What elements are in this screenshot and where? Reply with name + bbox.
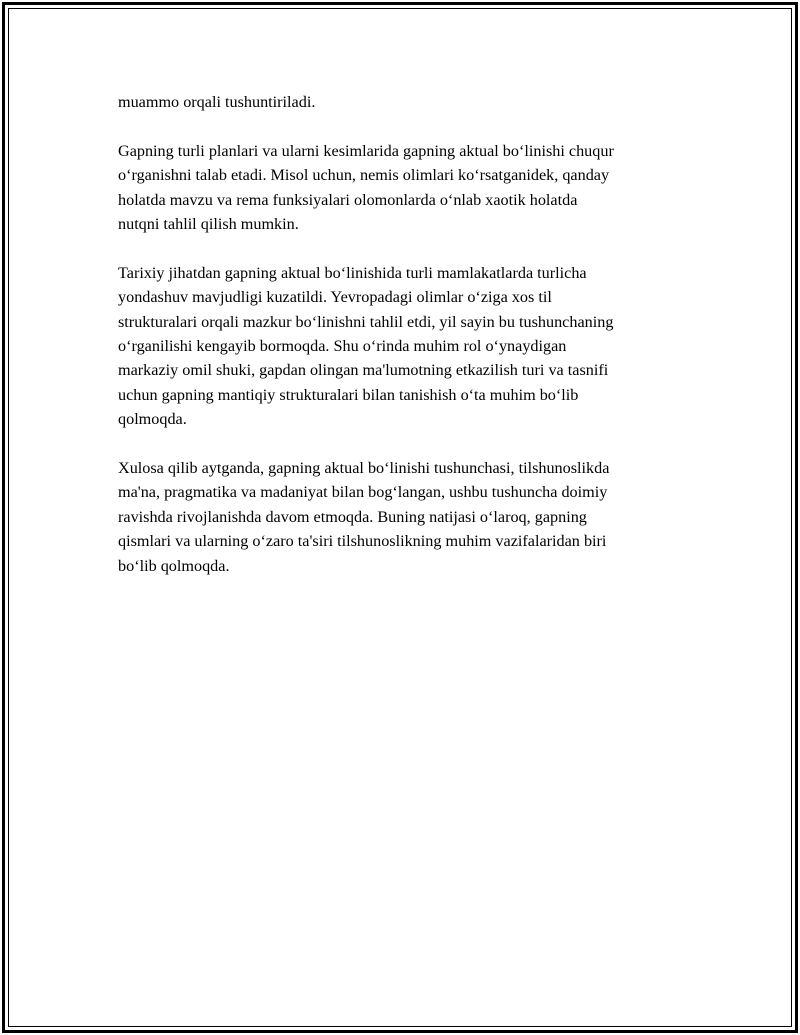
paragraph-line: ma'na, pragmatika va madaniyat bilan bog‘langan, ushbu tushuncha doimiy — [118, 483, 608, 502]
paragraph-line: Gapning turli planlari va ularni kesimlarida gapning aktual bo‘linishi chuqur — [118, 141, 614, 160]
paragraph-line: markaziy omil shuki, gapdan olingan ma'lumotning etkazilish turi va tasnifi — [118, 361, 609, 380]
paragraph-4 — [118, 456, 688, 578]
paragraph-3 — [118, 261, 688, 432]
paragraph-2 — [118, 139, 688, 237]
paragraph-line: bo‘lib qolmoqda. — [118, 556, 230, 575]
paragraph-line: muammo orqali tushuntiriladi. — [118, 93, 316, 111]
paragraph-line: yondashuv mavjudligi kuzatildi. Yevropadagi olimlar o‘ziga xos til — [118, 288, 552, 307]
paragraph-line: qolmoqda. — [118, 410, 187, 429]
paragraph-line: ravishda rivojlanishda davom etmoqda. Buning natijasi o‘laroq, gapning — [118, 507, 587, 526]
document-body — [118, 90, 688, 602]
paragraph-line: o‘rganilishi kengayib bormoqda. Shu o‘rinda muhim rol o‘ynaydigan — [118, 337, 567, 356]
paragraph-1 — [118, 90, 688, 114]
paragraph-line: o‘rganishni talab etadi. Misol uchun, nemis olimlari ko‘rsatganidek, qanday — [118, 166, 610, 185]
paragraph-line: qismlari va ularning o‘zaro ta'siri tilshunoslikning muhim vazifalaridan biri — [118, 532, 607, 551]
paragraph-line: Xulosa qilib aytganda, gapning aktual bo‘linishi tushunchasi, tilshunoslikda — [118, 459, 610, 478]
paragraph-line: strukturalari orqali mazkur bo‘linishni tahlil etdi, yil sayin bu tushunchaning — [118, 312, 614, 331]
paragraph-line: holatda mavzu va rema funksiyalari olomonlarda o‘nlab xaotik holatda — [118, 190, 578, 209]
paragraph-line: uchun gapning mantiqiy strukturalari bilan tanishish o‘ta muhim bo‘lib — [118, 385, 579, 404]
paragraph-line: nutqni tahlil qilish mumkin. — [118, 215, 299, 234]
paragraph-line: Tarixiy jihatdan gapning aktual bo‘linishida turli mamlakatlarda turlicha — [118, 263, 587, 282]
